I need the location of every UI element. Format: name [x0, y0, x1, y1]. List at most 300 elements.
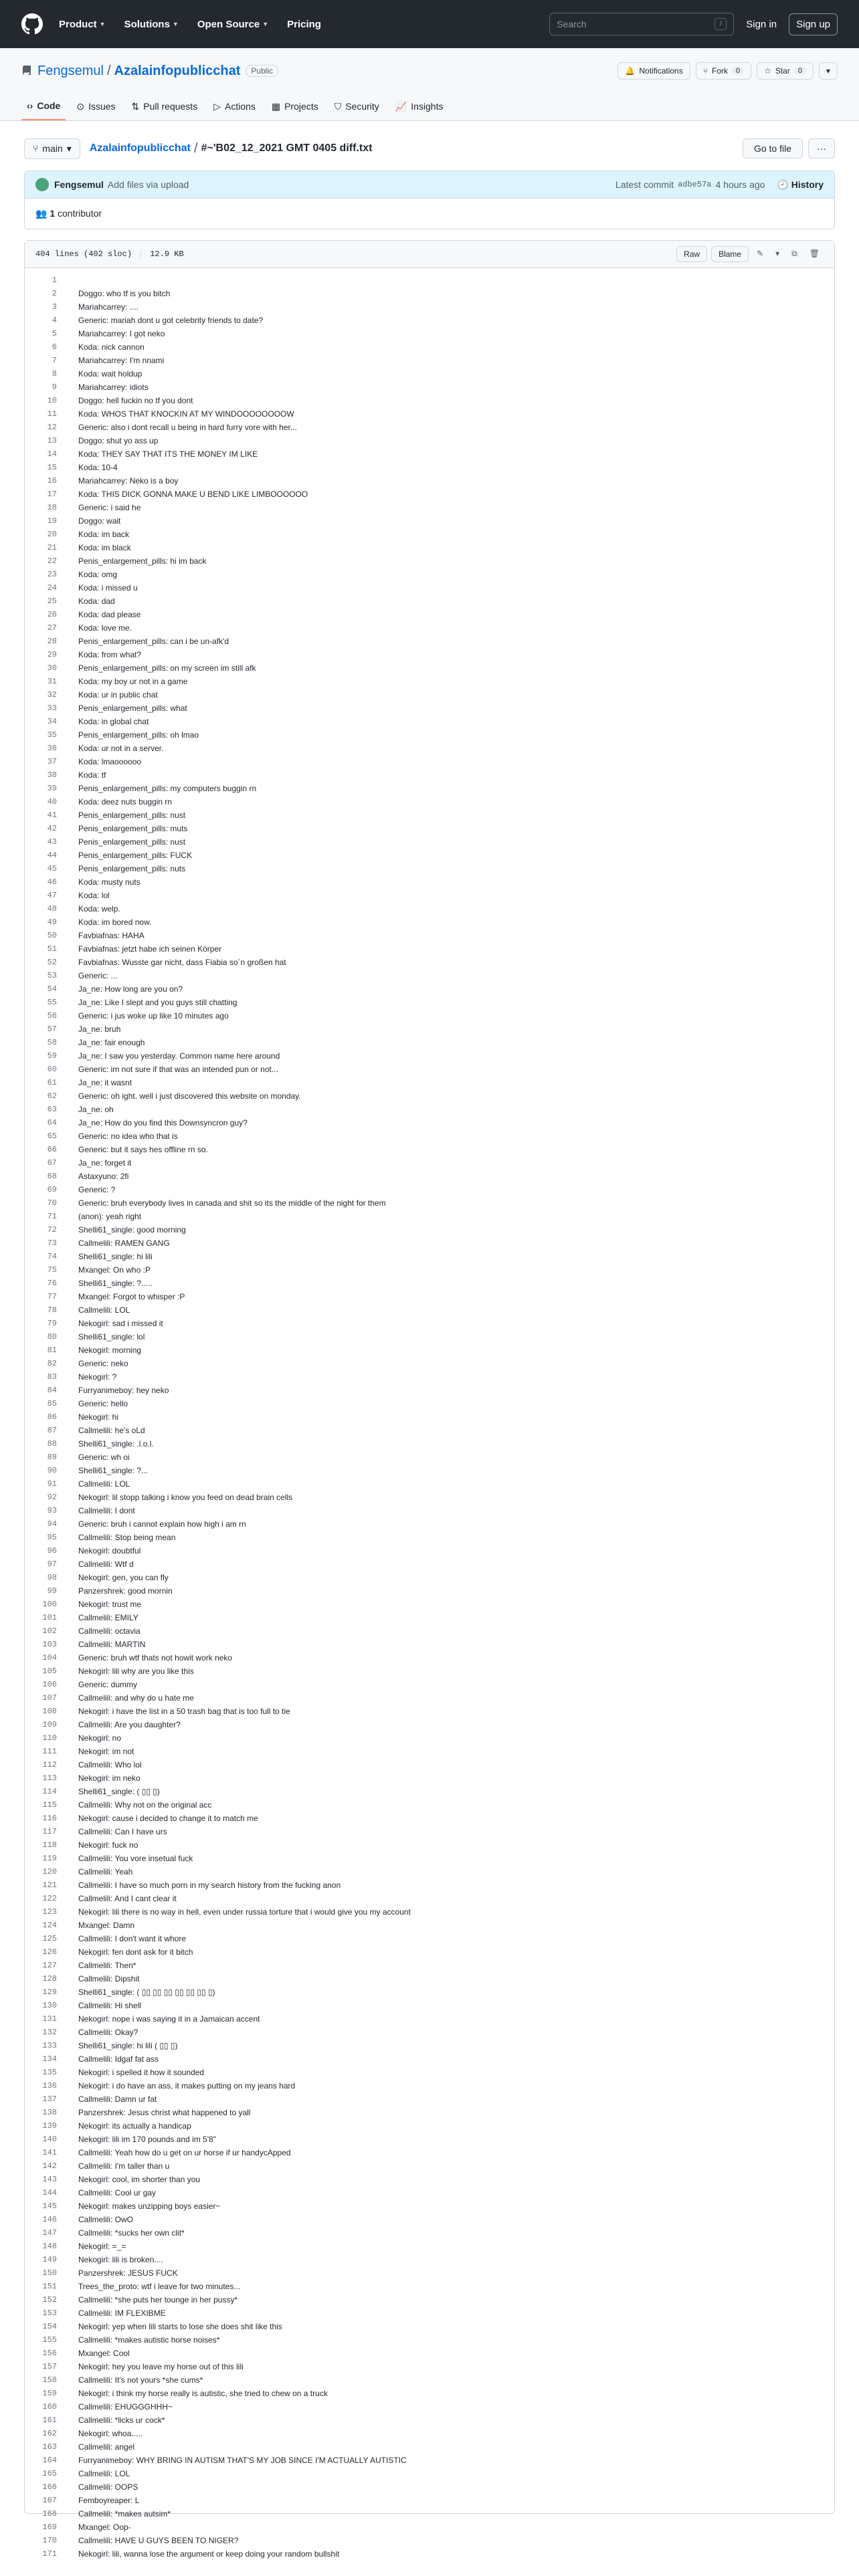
line-number[interactable]: 152 [42, 2295, 57, 2304]
line-number[interactable]: 161 [42, 2416, 57, 2425]
line-number[interactable]: 86 [47, 1412, 57, 1422]
line-text: Callmelili: IM FLEXIBME [78, 2309, 166, 2318]
line-number[interactable]: 15 [47, 463, 57, 472]
breadcrumb-repo-link[interactable]: Azalainfopublicchat [89, 142, 191, 154]
line-number[interactable]: 69 [47, 1185, 57, 1194]
line-number[interactable]: 73 [47, 1239, 57, 1248]
line-number[interactable]: 39 [47, 784, 57, 793]
line-number[interactable]: 62 [47, 1091, 57, 1101]
line-number[interactable]: 157 [42, 2362, 57, 2371]
copy-icon[interactable]: ⧉ [791, 249, 797, 258]
line-number[interactable]: 9 [52, 383, 57, 392]
github-logo-icon[interactable] [21, 13, 43, 35]
code-line [25, 1945, 834, 1959]
code-line [25, 2280, 834, 2293]
line-number[interactable]: 29 [47, 650, 57, 659]
line-number[interactable]: 102 [42, 1626, 57, 1636]
line-number[interactable]: 158 [42, 2375, 57, 2385]
code-line [25, 1972, 834, 1985]
issue-icon: ⊙ [76, 100, 85, 112]
tab-issues[interactable]: ⊙ Issues [76, 100, 116, 112]
line-number[interactable]: 42 [47, 824, 57, 833]
line-number[interactable]: 123 [42, 1907, 57, 1917]
line-number[interactable]: 83 [47, 1372, 57, 1382]
line-number[interactable]: 84 [47, 1386, 57, 1395]
commit-sha-link[interactable]: adbe57a [678, 180, 712, 189]
line-number[interactable]: 60 [47, 1065, 57, 1074]
notifications-button[interactable]: 🔔 Notifications [617, 62, 690, 80]
branch-select-button[interactable]: ⑂ main ▾ [24, 138, 80, 159]
code-line [25, 488, 834, 501]
line-number[interactable]: 28 [47, 637, 57, 646]
nav-pricing[interactable]: Pricing [287, 18, 321, 30]
code-line [25, 2066, 834, 2079]
raw-button[interactable]: Raw [676, 246, 707, 262]
code-line [25, 1665, 834, 1678]
line-number[interactable]: 154 [42, 2322, 57, 2331]
line-text: Ja_ne: bruh [78, 1025, 121, 1034]
line-text: Generic: bruh everybody lives in canada and shit so its the middle of the night for them [78, 1198, 386, 1208]
line-text: Penis_enlargement_pills: hi im back [78, 556, 207, 566]
line-number[interactable]: 114 [42, 1787, 57, 1796]
code-line [25, 1812, 834, 1825]
line-text: Callmelili: Yeah [78, 1867, 133, 1876]
line-number[interactable]: 97 [47, 1560, 57, 1569]
line-number[interactable]: 53 [47, 971, 57, 980]
code-line [25, 1183, 834, 1196]
line-number[interactable]: 104 [42, 1653, 57, 1662]
line-number[interactable]: 165 [42, 2469, 57, 2478]
code-line [25, 2534, 834, 2547]
line-number[interactable]: 4 [52, 316, 57, 325]
contributors-count: 1 [50, 208, 56, 219]
line-number[interactable]: 8 [52, 369, 57, 379]
line-number[interactable]: 94 [47, 1519, 57, 1529]
code-line [25, 1277, 834, 1290]
main-content [0, 121, 859, 2559]
line-number[interactable]: 1 [52, 276, 57, 285]
line-number[interactable]: 54 [47, 984, 57, 994]
line-number[interactable]: 140 [42, 2135, 57, 2144]
code-line [25, 2293, 834, 2306]
line-number[interactable]: 50 [47, 931, 57, 940]
line-text: Koda: im bored now. [78, 918, 152, 927]
code-line [25, 1571, 834, 1584]
line-number[interactable]: 61 [47, 1078, 57, 1087]
line-number[interactable]: 169 [42, 2523, 57, 2532]
line-number[interactable]: 150 [42, 2268, 57, 2278]
line-number[interactable]: 101 [42, 1613, 57, 1622]
line-number[interactable]: 48 [47, 904, 57, 914]
line-number[interactable]: 57 [47, 1025, 57, 1034]
line-number[interactable]: 80 [47, 1332, 57, 1341]
line-number[interactable]: 77 [47, 1292, 57, 1301]
line-number[interactable]: 168 [42, 2509, 57, 2518]
line-number[interactable]: 130 [42, 2001, 57, 2010]
star-button[interactable]: ☆ Star 0 [757, 62, 814, 80]
line-number[interactable]: 40 [47, 797, 57, 807]
line-number[interactable]: 59 [47, 1051, 57, 1061]
line-text: Callmelili: Are you daughter? [78, 1720, 181, 1729]
line-number[interactable]: 103 [42, 1640, 57, 1649]
code-line [25, 996, 834, 1009]
code-line [25, 474, 834, 488]
line-text: Callmelili: octavia [78, 1626, 140, 1636]
line-text: Shelli61_single: hi lili ( ▯▯ ▯) [78, 2041, 178, 2050]
line-number[interactable]: 24 [47, 583, 57, 593]
line-number[interactable]: 166 [42, 2482, 57, 2492]
code-line [25, 1464, 834, 1477]
line-number[interactable]: 141 [42, 2148, 57, 2157]
line-number[interactable]: 108 [42, 1707, 57, 1716]
file-path-row [24, 137, 835, 160]
line-number[interactable]: 151 [42, 2282, 57, 2291]
line-number[interactable]: 137 [42, 2095, 57, 2104]
line-number[interactable]: 79 [47, 1319, 57, 1328]
path-separator: / [106, 63, 111, 78]
code-line [25, 942, 834, 956]
line-number[interactable]: 43 [47, 837, 57, 847]
line-number[interactable]: 122 [42, 1894, 57, 1903]
code-line [25, 755, 834, 768]
line-text: Shelli61_single: good morning [78, 1225, 186, 1235]
line-number[interactable]: 134 [42, 2054, 57, 2064]
line-text: Generic: ... [78, 971, 118, 980]
line-number[interactable]: 49 [47, 918, 57, 927]
tab-insights[interactable]: 📈 Insights [395, 100, 444, 112]
line-number[interactable]: 111 [42, 1747, 57, 1756]
line-number[interactable]: 90 [47, 1466, 57, 1475]
line-number[interactable]: 127 [42, 1961, 57, 1970]
line-number[interactable]: 3 [52, 302, 57, 312]
line-number[interactable]: 58 [47, 1038, 57, 1047]
line-number[interactable]: 126 [42, 1947, 57, 1957]
sign-in-link[interactable]: Sign in [746, 18, 777, 30]
avatar[interactable] [35, 178, 49, 191]
line-number[interactable]: 120 [42, 1867, 57, 1876]
line-number[interactable]: 144 [42, 2188, 57, 2197]
line-number[interactable]: 56 [47, 1011, 57, 1021]
history-link[interactable]: 🕘 History [777, 179, 824, 190]
code-line [25, 809, 834, 822]
line-number[interactable]: 155 [42, 2335, 57, 2345]
line-text: Callmelili: LOL [78, 1305, 130, 1315]
code-line [25, 1317, 834, 1330]
line-number[interactable]: 142 [42, 2161, 57, 2171]
line-number[interactable]: 70 [47, 1198, 57, 1208]
line-number[interactable]: 10 [47, 396, 57, 405]
line-number[interactable]: 78 [47, 1305, 57, 1315]
line-text: Penis_enlargement_pills: nuts [78, 864, 186, 873]
line-number[interactable]: 46 [47, 877, 57, 887]
line-number[interactable]: 87 [47, 1426, 57, 1435]
tab-code[interactable]: ‹› Code [21, 94, 66, 120]
latest-commit-box [24, 171, 835, 229]
divider: | [138, 249, 144, 259]
line-number[interactable]: 21 [47, 543, 57, 552]
line-number[interactable]: 95 [47, 1533, 57, 1542]
line-text: Nekogirl: makes unzipping boys easier~ [78, 2202, 221, 2211]
sign-up-button[interactable]: Sign up [789, 13, 838, 35]
line-number[interactable]: 143 [42, 2175, 57, 2184]
code-line [25, 1116, 834, 1130]
line-text: Shelli61_single: ( ▯▯ ▯) [78, 1787, 160, 1796]
code-line [25, 501, 834, 514]
line-number[interactable]: 22 [47, 556, 57, 566]
line-number[interactable]: 7 [52, 356, 57, 365]
line-text: Callmelili: LOL [78, 2469, 130, 2478]
commit-message-link[interactable]: Add files via upload [107, 179, 189, 190]
line-number[interactable]: 163 [42, 2442, 57, 2452]
line-number[interactable]: 36 [47, 744, 57, 753]
line-number[interactable]: 162 [42, 2429, 57, 2438]
line-number[interactable]: 26 [47, 610, 57, 619]
line-number[interactable]: 109 [42, 1720, 57, 1729]
search-input[interactable]: Search / [549, 13, 734, 35]
line-number[interactable]: 76 [47, 1279, 57, 1288]
line-number[interactable]: 16 [47, 476, 57, 486]
code-line [25, 1344, 834, 1357]
line-number[interactable]: 135 [42, 2068, 57, 2077]
line-number[interactable]: 75 [47, 1265, 57, 1275]
line-number[interactable]: 164 [42, 2456, 57, 2465]
line-number[interactable]: 119 [42, 1854, 57, 1863]
line-number[interactable]: 31 [47, 677, 57, 686]
line-number[interactable]: 132 [42, 2028, 57, 2037]
line-text: Nekogirl: lili there is no way in hell, even under russia torture that i would give you my account [78, 1907, 411, 1917]
line-number[interactable]: 91 [47, 1479, 57, 1489]
nav-open-source[interactable]: Open Source ▼ [197, 18, 269, 30]
line-number[interactable]: 148 [42, 2242, 57, 2251]
line-text: Nekogirl: ? [78, 1372, 117, 1382]
line-number[interactable]: 106 [42, 1680, 57, 1689]
chevron-down-icon[interactable]: ▾ [775, 249, 780, 258]
line-number[interactable]: 71 [47, 1212, 57, 1221]
line-number[interactable]: 17 [47, 490, 57, 499]
line-number[interactable]: 81 [47, 1346, 57, 1355]
code-line [25, 2347, 834, 2360]
star-dropdown-button[interactable] [819, 62, 838, 80]
line-number[interactable]: 113 [42, 1774, 57, 1783]
line-number[interactable]: 105 [42, 1667, 57, 1676]
line-text: Nekogirl: lil stopp talking i know you feed on dead brain cells [78, 1493, 293, 1502]
line-number[interactable]: 52 [47, 958, 57, 967]
line-number[interactable]: 117 [42, 1827, 57, 1836]
line-number[interactable]: 5 [52, 329, 57, 338]
graph-icon: 📈 [395, 100, 407, 112]
line-number[interactable]: 170 [42, 2536, 57, 2545]
chevron-down-icon: ▾ [826, 66, 830, 76]
line-number[interactable]: 145 [42, 2202, 57, 2211]
line-number[interactable]: 82 [47, 1359, 57, 1368]
line-number[interactable]: 2 [52, 289, 57, 298]
line-text: Mariahcarrey: Neko is a boy [78, 476, 179, 486]
line-text: Koda: dad [78, 597, 115, 606]
repo-owner-link[interactable]: Fengsemul [37, 63, 104, 78]
line-number[interactable]: 93 [47, 1506, 57, 1515]
line-number[interactable]: 68 [47, 1172, 57, 1181]
pull-request-icon: ⇅ [131, 100, 140, 112]
line-text: Callmelili: I don't want it whore [78, 1934, 187, 1943]
line-number[interactable]: 160 [42, 2402, 57, 2411]
line-number[interactable]: 85 [47, 1399, 57, 1408]
line-number[interactable]: 41 [47, 811, 57, 820]
nav-solutions[interactable]: Solutions ▼ [124, 18, 179, 30]
line-number[interactable]: 23 [47, 570, 57, 579]
line-number[interactable]: 38 [47, 770, 57, 780]
code-line [25, 287, 834, 300]
line-number[interactable]: 110 [42, 1733, 57, 1743]
line-number[interactable]: 63 [47, 1105, 57, 1114]
line-number[interactable]: 125 [42, 1934, 57, 1943]
code-line [25, 1223, 834, 1237]
line-number[interactable]: 35 [47, 730, 57, 740]
line-number[interactable]: 44 [47, 851, 57, 860]
tab-pull-requests[interactable]: ⇅ Pull requests [131, 100, 198, 112]
code-line [25, 1303, 834, 1317]
line-number[interactable]: 64 [47, 1118, 57, 1128]
line-number[interactable]: 149 [42, 2255, 57, 2264]
line-number[interactable]: 96 [47, 1546, 57, 1555]
code-line [25, 688, 834, 702]
line-text: Nekogirl: whoa..... [78, 2429, 143, 2438]
line-number[interactable]: 72 [47, 1225, 57, 1235]
line-number[interactable]: 11 [47, 409, 57, 419]
line-number[interactable]: 33 [47, 704, 57, 713]
code-line [25, 822, 834, 835]
line-number[interactable]: 116 [42, 1814, 57, 1823]
code-line [25, 1865, 834, 1879]
line-text: Koda: lmaoooooo [78, 757, 142, 766]
code-line [25, 541, 834, 554]
line-text: Koda: love me. [78, 623, 132, 633]
line-number[interactable]: 99 [47, 1586, 57, 1596]
line-number[interactable]: 159 [42, 2389, 57, 2398]
line-number[interactable]: 47 [47, 891, 57, 900]
line-number[interactable]: 19 [47, 516, 57, 526]
line-number[interactable]: 136 [42, 2081, 57, 2090]
line-number[interactable]: 129 [42, 1988, 57, 1997]
line-text: Mxangel: On who :P [78, 1265, 151, 1275]
code-line [25, 1384, 834, 1397]
line-number[interactable]: 121 [42, 1881, 57, 1890]
line-number[interactable]: 88 [47, 1439, 57, 1448]
line-number[interactable]: 133 [42, 2041, 57, 2050]
tab-security[interactable]: ⛉ Security [334, 100, 379, 112]
line-text: Nekogirl: sad i missed it [78, 1319, 163, 1328]
line-number[interactable]: 167 [42, 2496, 57, 2505]
line-text: Nekogirl: cool, im shorter than you [78, 2175, 201, 2184]
code-icon: ‹› [27, 100, 33, 111]
line-number[interactable]: 153 [42, 2309, 57, 2318]
line-number[interactable]: 98 [47, 1573, 57, 1582]
fork-button[interactable]: ⑂ Fork 0 [696, 62, 751, 80]
line-number[interactable]: 138 [42, 2108, 57, 2117]
line-number[interactable]: 118 [42, 1840, 57, 1850]
line-number[interactable]: 20 [47, 530, 57, 539]
line-text: Shelli61_single: ?..... [78, 1279, 153, 1288]
nav-product[interactable]: Product ▼ [59, 18, 106, 30]
code-line [25, 1879, 834, 1892]
line-text: Nekogirl: i have the list in a 50 trash bag that is too full to tie [78, 1707, 290, 1716]
line-number[interactable]: 131 [42, 2014, 57, 2024]
line-number[interactable]: 66 [47, 1145, 57, 1154]
line-number[interactable]: 13 [47, 436, 57, 445]
blame-button[interactable]: Blame [711, 246, 749, 262]
line-number[interactable]: 65 [47, 1132, 57, 1141]
code-line [25, 1745, 834, 1758]
trash-icon[interactable]: 🗑 [809, 249, 820, 258]
line-number[interactable]: 32 [47, 690, 57, 700]
line-text: Femboyreaper: L [78, 2496, 140, 2505]
line-text: Callmelili: And I cant clear it [78, 1894, 177, 1903]
code-line [25, 1718, 834, 1731]
line-number[interactable]: 147 [42, 2228, 57, 2238]
line-number[interactable]: 14 [47, 449, 57, 459]
line-text: Ja_ne: it wasnt [78, 1078, 132, 1087]
line-number[interactable]: 27 [47, 623, 57, 633]
file-header [25, 241, 834, 268]
line-number[interactable]: 171 [42, 2549, 57, 2559]
line-number[interactable]: 107 [42, 1693, 57, 1703]
line-number[interactable]: 128 [42, 1974, 57, 1983]
line-text: Callmelili: Who lol [78, 1760, 142, 1769]
line-number[interactable]: 34 [47, 717, 57, 726]
tab-actions[interactable]: ▷ Actions [213, 100, 256, 112]
more-options-button[interactable]: ··· [808, 138, 835, 158]
fork-icon: ⑂ [702, 66, 708, 76]
line-number[interactable]: 124 [42, 1921, 57, 1930]
line-number[interactable]: 100 [42, 1600, 57, 1609]
line-number[interactable]: 74 [47, 1252, 57, 1261]
code-line [25, 1089, 834, 1103]
line-number[interactable]: 12 [47, 423, 57, 432]
line-text: Ja_ne: I saw you yesterday. Common name here around [78, 1051, 280, 1061]
line-text: Panzershrek: good mornin [78, 1586, 173, 1596]
tab-projects[interactable]: ▦ Projects [271, 100, 318, 112]
go-to-file-button[interactable]: Go to file [743, 138, 803, 158]
code-line [25, 1370, 834, 1384]
line-number[interactable]: 30 [47, 663, 57, 673]
line-text: Koda: omg [78, 570, 118, 579]
line-number[interactable]: 51 [47, 944, 57, 954]
line-text: Callmelili: Cool ur gay [78, 2188, 157, 2197]
line-number[interactable]: 18 [47, 503, 57, 512]
line-text: Koda: lol [78, 891, 110, 900]
line-number[interactable]: 112 [42, 1760, 57, 1769]
line-number[interactable]: 139 [42, 2121, 57, 2131]
code-line [25, 1491, 834, 1504]
line-number[interactable]: 25 [47, 597, 57, 606]
pencil-icon[interactable]: ✎ [757, 249, 764, 258]
line-number[interactable]: 67 [47, 1158, 57, 1168]
commit-author-link[interactable]: Fengsemul [54, 179, 104, 190]
line-number[interactable]: 92 [47, 1493, 57, 1502]
contributors-row[interactable] [25, 199, 834, 229]
line-number[interactable]: 45 [47, 864, 57, 873]
chevron-down-icon: ▼ [172, 21, 179, 27]
line-text: Nekogirl: lili why are you like this [78, 1667, 194, 1676]
line-number[interactable]: 6 [52, 342, 57, 352]
line-number[interactable]: 115 [42, 1800, 57, 1810]
line-number[interactable]: 55 [47, 998, 57, 1007]
code-line [25, 2387, 834, 2400]
line-number[interactable]: 146 [42, 2215, 57, 2224]
repo-name-link[interactable]: Azalainfopublicchat [114, 63, 241, 78]
line-number[interactable]: 37 [47, 757, 57, 766]
line-number[interactable]: 89 [47, 1453, 57, 1462]
line-number[interactable]: 156 [42, 2349, 57, 2358]
